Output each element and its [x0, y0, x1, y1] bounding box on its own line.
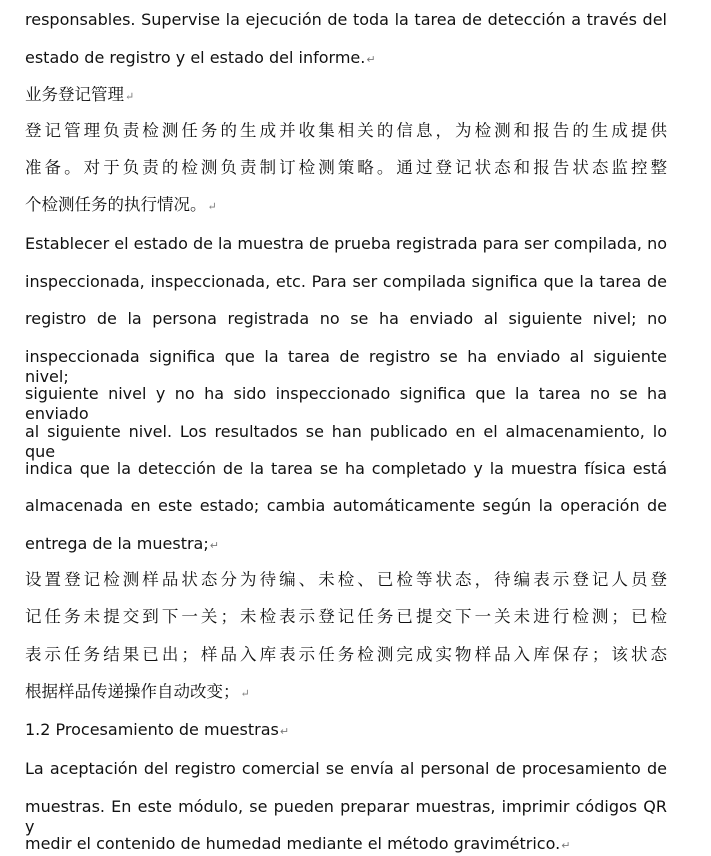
- section-heading: 1.2 Procesamiento de muestras↵: [25, 720, 290, 739]
- text-line: estado de registro y el estado del informe.↵: [25, 48, 376, 67]
- text-line: inspeccionada significa que la tarea de registro se ha enviado al siguiente nivel;: [25, 347, 667, 386]
- paragraph-mark-icon: ↵: [125, 90, 135, 103]
- text-line: 根据样品传递操作自动改变；↵: [25, 682, 250, 701]
- text-line: al siguiente nivel. Los resultados se han publicado en el almacenamiento, lo que: [25, 422, 667, 461]
- text-line: responsables. Supervise la ejecución de toda la tarea de detección a través del: [25, 10, 667, 29]
- paragraph-mark-icon: ↵: [279, 725, 290, 738]
- text-line: indica que la detección de la tarea se ha completado y la muestra física está: [25, 459, 667, 478]
- text-line: 表示任务结果已出；样品入库表示任务检测完成实物样品入库保存；该状态: [25, 645, 667, 664]
- text-line: Establecer el estado de la muestra de prueba registrada para ser compilada, no: [25, 234, 667, 253]
- paragraph-mark-icon: ↵: [561, 839, 571, 852]
- text-line: medir el contenido de humedad mediante el método gravimétrico.↵: [25, 834, 571, 853]
- text-line: muestras. En este módulo, se pueden preparar muestras, imprimir códigos QR y: [25, 797, 667, 836]
- paragraph-mark-icon: ↵: [240, 687, 250, 700]
- text-line: La aceptación del registro comercial se envía al personal de procesamiento de: [25, 759, 667, 778]
- text-line: siguiente nivel y no ha sido inspeccionado significa que la tarea no se ha enviado: [25, 384, 667, 423]
- text-line: registro de la persona registrada no se ha enviado al siguiente nivel; no: [25, 309, 667, 328]
- text-line: 准备。对于负责的检测负责制订检测策略。通过登记状态和报告状态监控整: [25, 158, 667, 177]
- text-line: 个检测任务的执行情况。↵: [25, 195, 217, 214]
- paragraph-mark-icon: ↵: [207, 200, 217, 213]
- paragraph-mark-icon: ↵: [366, 53, 376, 66]
- text-line: inspeccionada, inspeccionada, etc. Para ser compilada significa que la tarea de: [25, 272, 667, 291]
- text-line: 设置登记检测样品状态分为待编、未检、已检等状态，待编表示登记人员登: [25, 570, 667, 589]
- text-line: 登记管理负责检测任务的生成并收集相关的信息，为检测和报告的生成提供: [25, 121, 667, 140]
- section-heading: 业务登记管理↵: [25, 85, 135, 104]
- text-line: 记任务未提交到下一关；未检表示登记任务已提交下一关未进行检测；已检: [25, 607, 667, 626]
- text-line: almacenada en este estado; cambia automáticamente según la operación de: [25, 496, 667, 515]
- text-line: entrega de la muestra;↵: [25, 534, 219, 553]
- paragraph-mark-icon: ↵: [209, 539, 219, 552]
